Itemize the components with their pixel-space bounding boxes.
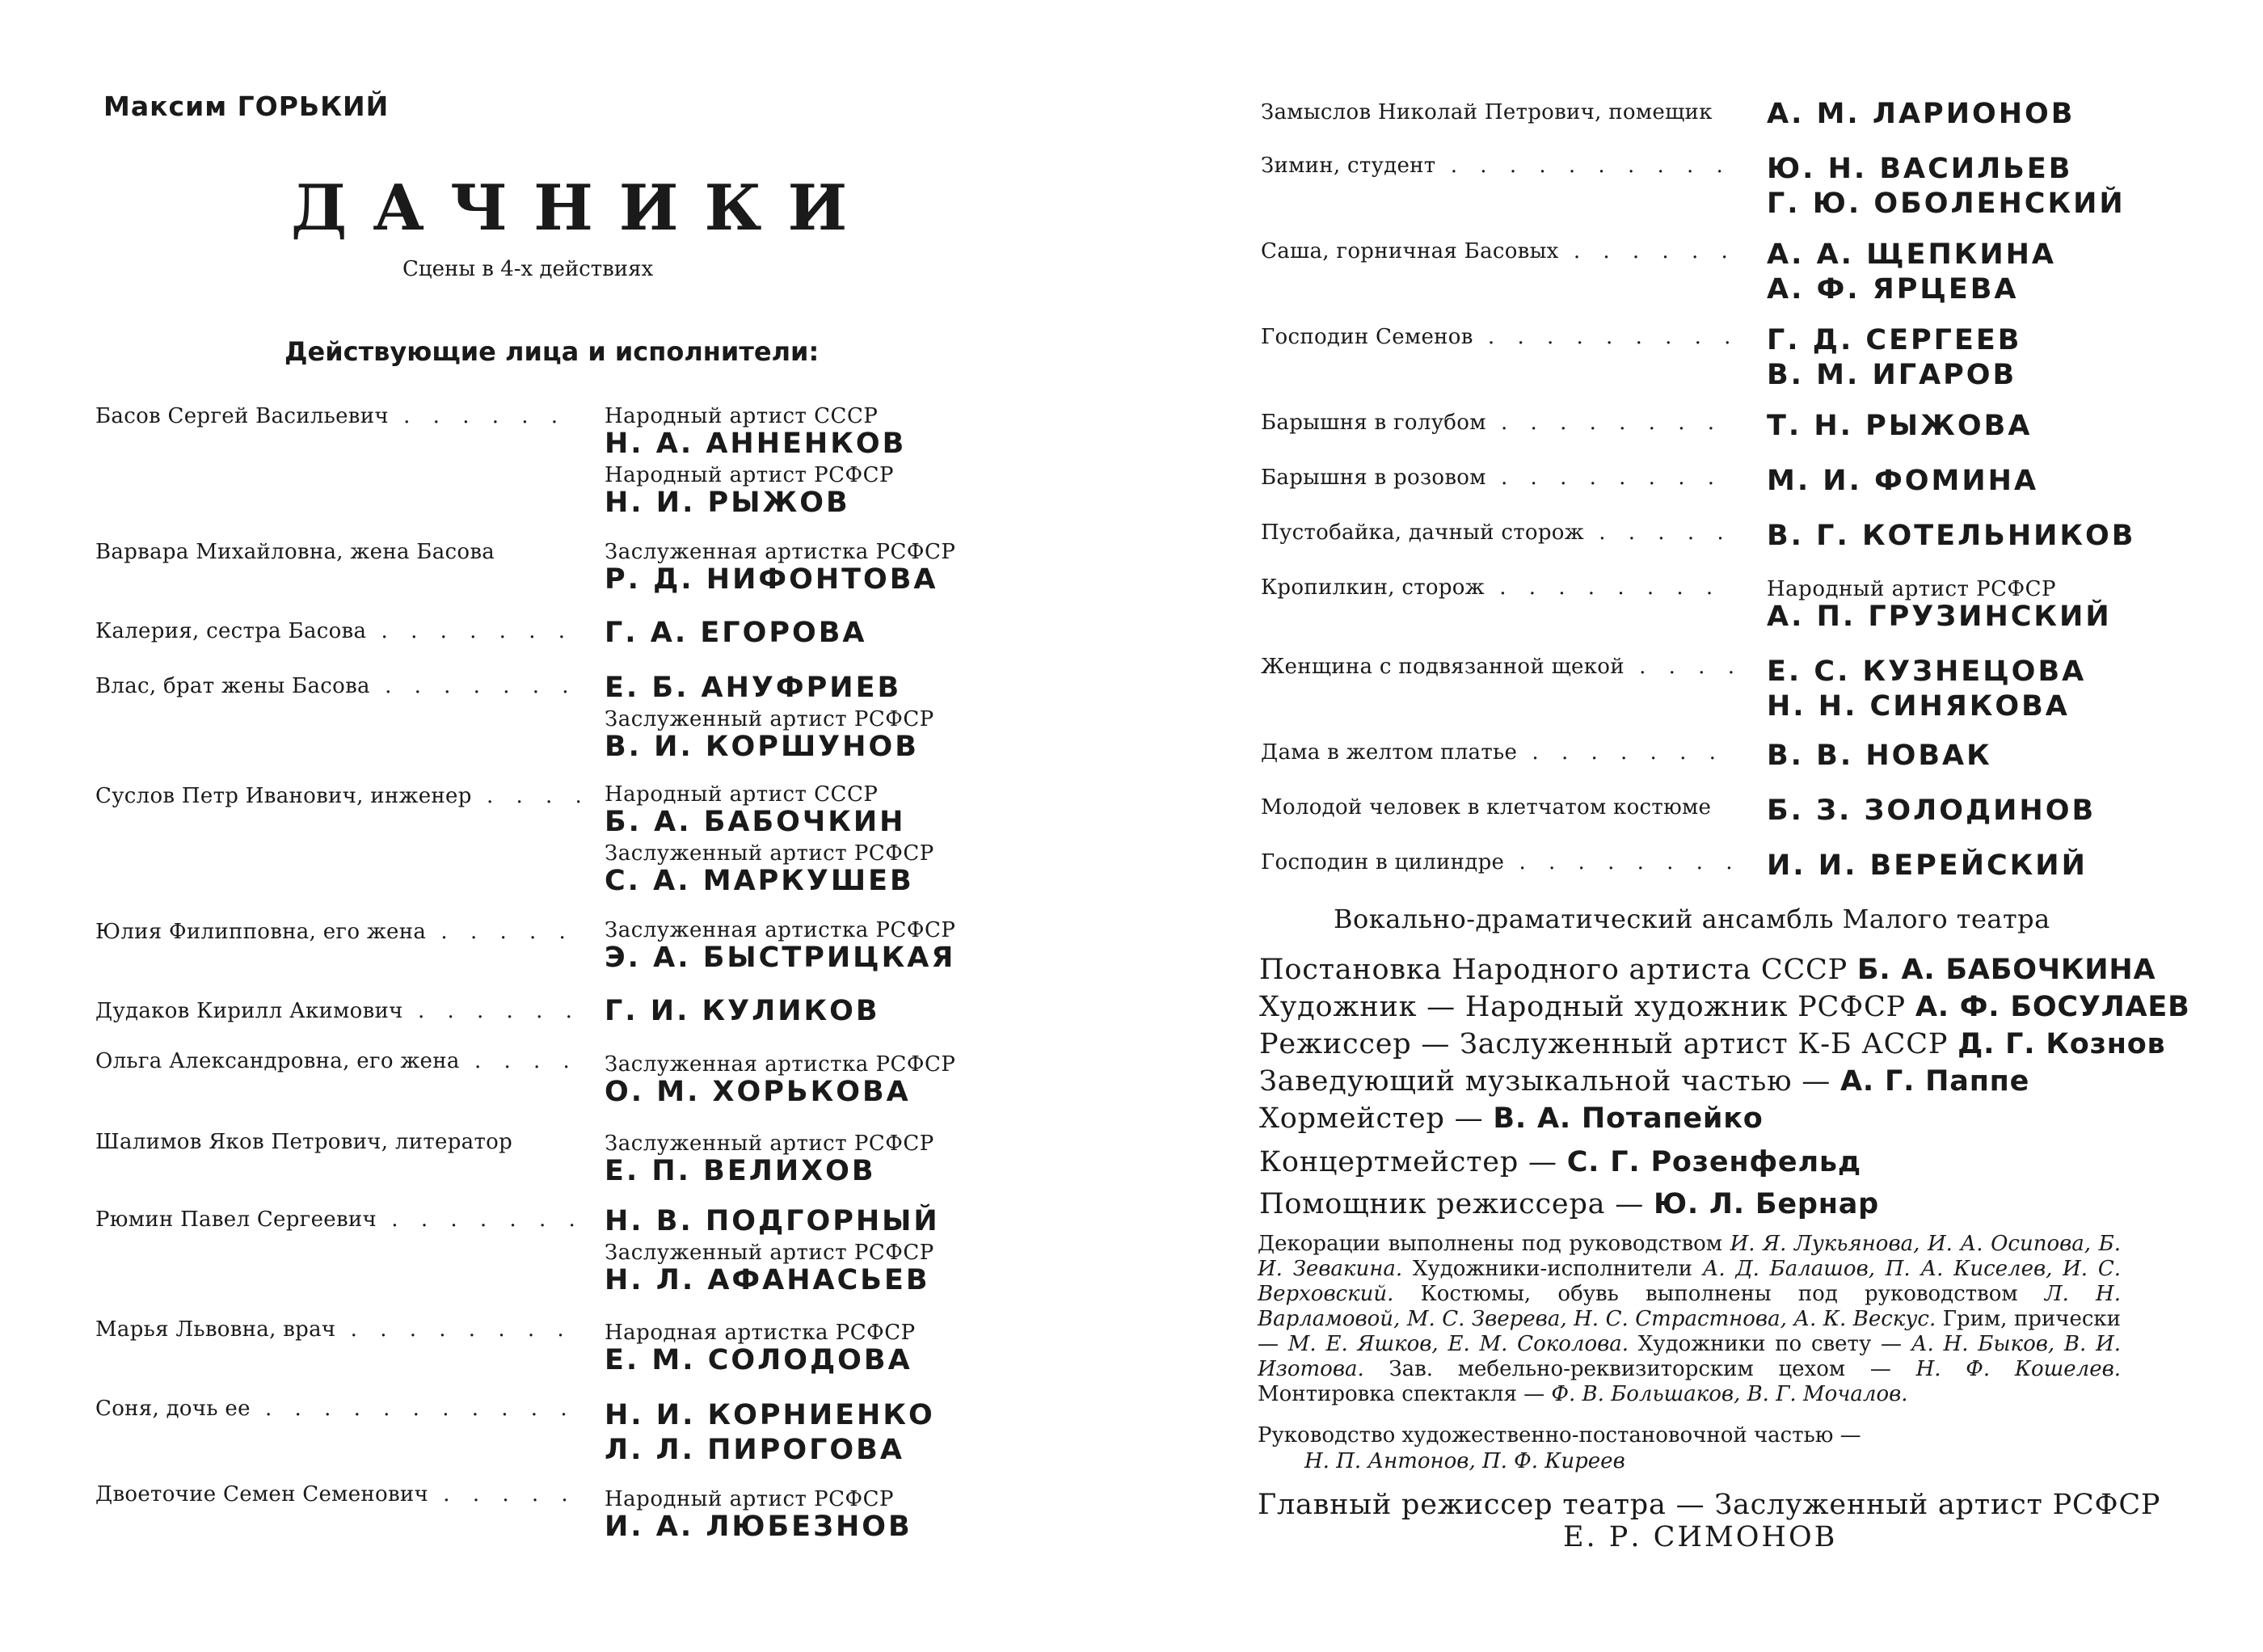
actor: Н. Н. СИНЯКОВА — [1767, 690, 2070, 723]
performers — [605, 674, 934, 768]
actor: Н. Л. АФАНАСЬЕВ — [605, 1264, 930, 1296]
production-staff-note — [1258, 1232, 2121, 1407]
note-names: А. Н. Быков, В. И. Изотова. — [1258, 1332, 2122, 1381]
actor: А. А. ЩЕПКИНА — [1767, 238, 2057, 271]
role-name: Суслов Петр Иванович, инженер . . . — [95, 784, 580, 808]
note-text: Художники по свету — — [1629, 1332, 1911, 1356]
actor: Л. Л. ПИРОГОВА — [605, 1434, 904, 1466]
actor: В. М. ИГАРОВ — [1767, 359, 2017, 391]
actor: А. Ф. ЯРЦЕВА — [1767, 273, 2019, 306]
role-name: Марья Львовна, врач . . . — [95, 1317, 580, 1342]
performers — [605, 542, 955, 601]
actor: Н. И. КОРНИЕНКО — [605, 1399, 935, 1431]
performers — [605, 406, 906, 524]
role-name: Дудаков Кирилл Акимович . . . — [95, 999, 580, 1023]
performers — [605, 1207, 940, 1301]
credit-label: Хормейстер — — [1259, 1102, 1494, 1135]
chief-director — [1258, 1489, 2160, 1553]
performers — [1767, 655, 2087, 727]
performers — [605, 1489, 912, 1548]
credit-line — [1259, 991, 2190, 1023]
role-name: Басов Сергей Васильевич . . . — [95, 404, 580, 428]
note-text: Декорации выполнены под руководством — [1258, 1232, 1730, 1256]
performers — [605, 1401, 935, 1471]
performers — [1767, 155, 2126, 225]
note-text: Зав. мебельно-реквизиторским цехом — — [1363, 1357, 1916, 1381]
role-name: Господин в цилиндре . . . — [1261, 850, 1736, 874]
rank: Заслуженная артистка РСФСР — [605, 918, 956, 942]
performers — [605, 1133, 934, 1192]
role-name: Калерия, сестра Басова . . . — [95, 619, 580, 643]
role-name: Зимин, студент . . . — [1261, 154, 1736, 178]
credit-line — [1259, 1188, 1879, 1220]
performers — [1767, 238, 2057, 310]
cast-heading: Действующие лица и исполнители: — [284, 336, 820, 367]
performers — [1767, 412, 2032, 447]
performers — [605, 1054, 955, 1113]
performers — [605, 997, 880, 1032]
role-name: Соня, дочь ее . . . — [95, 1397, 580, 1421]
actor: Г. Д. СЕРГЕЕВ — [1767, 324, 2022, 356]
performers — [1767, 467, 2038, 502]
note-text: Грим, прически — — [1258, 1307, 2121, 1356]
role-name: Господин Семенов . . . — [1261, 325, 1736, 349]
role-name: Молодой человек в клетчатом костюме — [1261, 795, 1712, 820]
actor: И. И. ВЕРЕЙСКИЙ — [1767, 849, 2088, 882]
role-name: Двоеточие Семен Семенович . . . — [95, 1482, 580, 1507]
credit-label: Помощник режиссера — — [1259, 1188, 1654, 1220]
note-names: Ф. В. Большаков, В. Г. Мочалов. — [1551, 1382, 1908, 1406]
guidance-label: Руководство художественно-постановочной частью — — [1258, 1423, 1861, 1448]
note-names: И. Я. Лукьянова, И. А. Осипова, Б. И. Зевакина. — [1258, 1232, 2121, 1281]
note-names: Л. Н. Варламовой, М. С. Зверева, Н. С. Страстнова, А. К. Вескус. — [1258, 1282, 2121, 1331]
actor: А. П. ГРУЗИНСКИЙ — [1767, 601, 2112, 633]
rank: Заслуженная артистка РСФСР — [605, 540, 956, 564]
rank: Заслуженный артист РСФСР — [605, 707, 934, 731]
play-title: ДАЧНИКИ — [291, 171, 874, 245]
actor: В. И. КОРШУНОВ — [605, 731, 919, 763]
ensemble-note: Вокально-драматический ансамбль Малого театра — [1334, 904, 2050, 934]
performers — [1767, 794, 2097, 832]
note-names: Н. Ф. Кошелев. — [1915, 1357, 2121, 1381]
performers — [1767, 742, 1992, 777]
performers — [605, 619, 867, 654]
rank: Заслуженный артист РСФСР — [605, 1132, 934, 1156]
rank: Народный артист СССР — [605, 404, 879, 428]
actor: Ю. Н. ВАСИЛЬЕВ — [1767, 153, 2073, 185]
note-text: Монтировка спектакля — — [1258, 1382, 1552, 1406]
credit-name: А. Г. Паппе — [1840, 1065, 2030, 1098]
rank: Народный артист СССР — [605, 782, 879, 807]
actor: Е. Б. АНУФРИЕВ — [605, 672, 902, 704]
author: Максим ГОРЬКИЙ — [103, 91, 390, 122]
actor: Г. Ю. ОБОЛЕНСКИЙ — [1767, 188, 2126, 220]
rank: Народный артист РСФСР — [605, 1487, 895, 1511]
credit-label: Художник — Народный художник РСФСР — [1259, 991, 1915, 1023]
credit-name: А. Ф. БОСУЛАЕВ — [1915, 991, 2190, 1023]
credit-label: Концертмейстер — — [1259, 1146, 1567, 1178]
role-name: Женщина с подвязанной щекой . . . — [1261, 655, 1736, 679]
role-name: Пустобайка, дачный сторож . . . — [1261, 520, 1736, 545]
role-name: Барышня в розовом . . . — [1261, 466, 1736, 490]
role-name: Дама в желтом платье . . . — [1261, 740, 1736, 765]
performers — [1767, 100, 2075, 135]
actor: Е. П. ВЕЛИХОВ — [605, 1155, 876, 1187]
note-names: А. Д. Балашов, П. А. Киселев, И. С. Верховский. — [1258, 1257, 2121, 1306]
actor: Г. И. КУЛИКОВ — [605, 995, 880, 1027]
performers — [1767, 849, 2088, 887]
credit-line — [1259, 954, 2156, 986]
actor: М. И. ФОМИНА — [1767, 465, 2039, 497]
role-name: Юлия Филипповна, его жена . . . — [95, 920, 580, 944]
actor: Е. С. КУЗНЕЦОВА — [1767, 655, 2087, 688]
credit-label: Заведующий музыкальной частью — — [1259, 1065, 1841, 1098]
performers — [1767, 522, 2135, 557]
rank: Заслуженная артистка РСФСР — [605, 1052, 956, 1077]
chief-label: Главный режиссер театра — Заслуженный артист РСФСР — [1258, 1489, 2161, 1521]
rank: Народный артист РСФСР — [1767, 577, 2057, 601]
chief-name: Е. Р. СИМОНОВ — [1563, 1521, 1838, 1553]
credit-line — [1259, 1102, 1764, 1135]
guidance-note — [1258, 1422, 1861, 1474]
performers — [605, 920, 955, 979]
rank: Заслуженный артист РСФСР — [605, 1241, 934, 1265]
credit-name: Б. А. БАБОЧКИНА — [1856, 954, 2156, 986]
role-name: Кропилкин, сторож . . . — [1261, 575, 1736, 600]
credit-name: С. Г. Розенфельд — [1566, 1146, 1861, 1178]
actor: А. М. ЛАРИОНОВ — [1767, 98, 2075, 130]
credit-label: Постановка Народного артиста СССР — [1259, 954, 1857, 986]
credit-name: Д. Г. Кознов — [1957, 1028, 2166, 1060]
rank: Народный артист РСФСР — [605, 463, 895, 487]
rank: Заслуженный артист РСФСР — [605, 841, 934, 866]
actor: Э. А. БЫСТРИЦКАЯ — [605, 942, 956, 974]
play-subtitle: Сцены в 4-х действиях — [402, 257, 654, 281]
actor: Н. И. РЫЖОВ — [605, 487, 850, 519]
actor: Г. А. ЕГОРОВА — [605, 617, 867, 649]
guidance-names: Н. П. Антонов, П. Ф. Киреев — [1304, 1449, 1625, 1473]
performers — [605, 1322, 916, 1381]
credit-line — [1259, 1028, 2166, 1060]
performers — [1767, 579, 2112, 638]
credit-name: В. А. Потапейко — [1493, 1102, 1764, 1135]
credit-name: Ю. Л. Бернар — [1653, 1188, 1880, 1220]
rank: Народная артистка РСФСР — [605, 1321, 916, 1345]
actor: Р. Д. НИФОНТОВА — [605, 563, 938, 596]
credit-line — [1259, 1065, 2029, 1098]
role-name: Рюмин Павел Сергеевич . . . — [95, 1207, 580, 1232]
note-names: М. Е. Яшков, Е. М. Соколова. — [1287, 1332, 1629, 1356]
note-text: Художники-исполнители — [1402, 1257, 1703, 1281]
actor: О. М. ХОРЬКОВА — [605, 1076, 911, 1108]
role-name: Шалимов Яков Петрович, литератор — [95, 1130, 513, 1154]
actor: Н. А. АННЕНКОВ — [605, 428, 907, 460]
credit-line — [1259, 1146, 1861, 1178]
actor: В. В. НОВАК — [1767, 740, 1992, 772]
performers — [605, 784, 934, 902]
actor: В. Г. КОТЕЛЬНИКОВ — [1767, 520, 2136, 552]
performers — [1767, 324, 2022, 396]
role-name: Ольга Александровна, его жена . . . — [95, 1049, 580, 1073]
note-text: Костюмы, обувь выполнены под руководством — [1393, 1282, 2045, 1306]
actor: С. А. МАРКУШЕВ — [605, 865, 914, 897]
role-name: Варвара Михайловна, жена Басова — [95, 540, 495, 564]
role-name: Барышня в голубом . . . — [1261, 411, 1736, 435]
actor: Б. З. ЗОЛОДИНОВ — [1767, 794, 2097, 827]
role-name: Влас, брат жены Басова . . . — [95, 674, 580, 698]
actor: И. А. ЛЮБЕЗНОВ — [605, 1511, 912, 1543]
role-name: Замыслов Николай Петрович, помещик — [1261, 100, 1713, 124]
actor: Б. А. БАБОЧКИН — [605, 806, 906, 838]
actor: Т. Н. РЫЖОВА — [1767, 410, 2033, 442]
credit-label: Режиссер — Заслуженный артист К-Б АССР — [1259, 1028, 1958, 1060]
actor: Н. В. ПОДГОРНЫЙ — [605, 1205, 940, 1237]
role-name: Саша, горничная Басовых . . . — [1261, 239, 1736, 263]
actor: Е. М. СОЛОДОВА — [605, 1344, 912, 1376]
